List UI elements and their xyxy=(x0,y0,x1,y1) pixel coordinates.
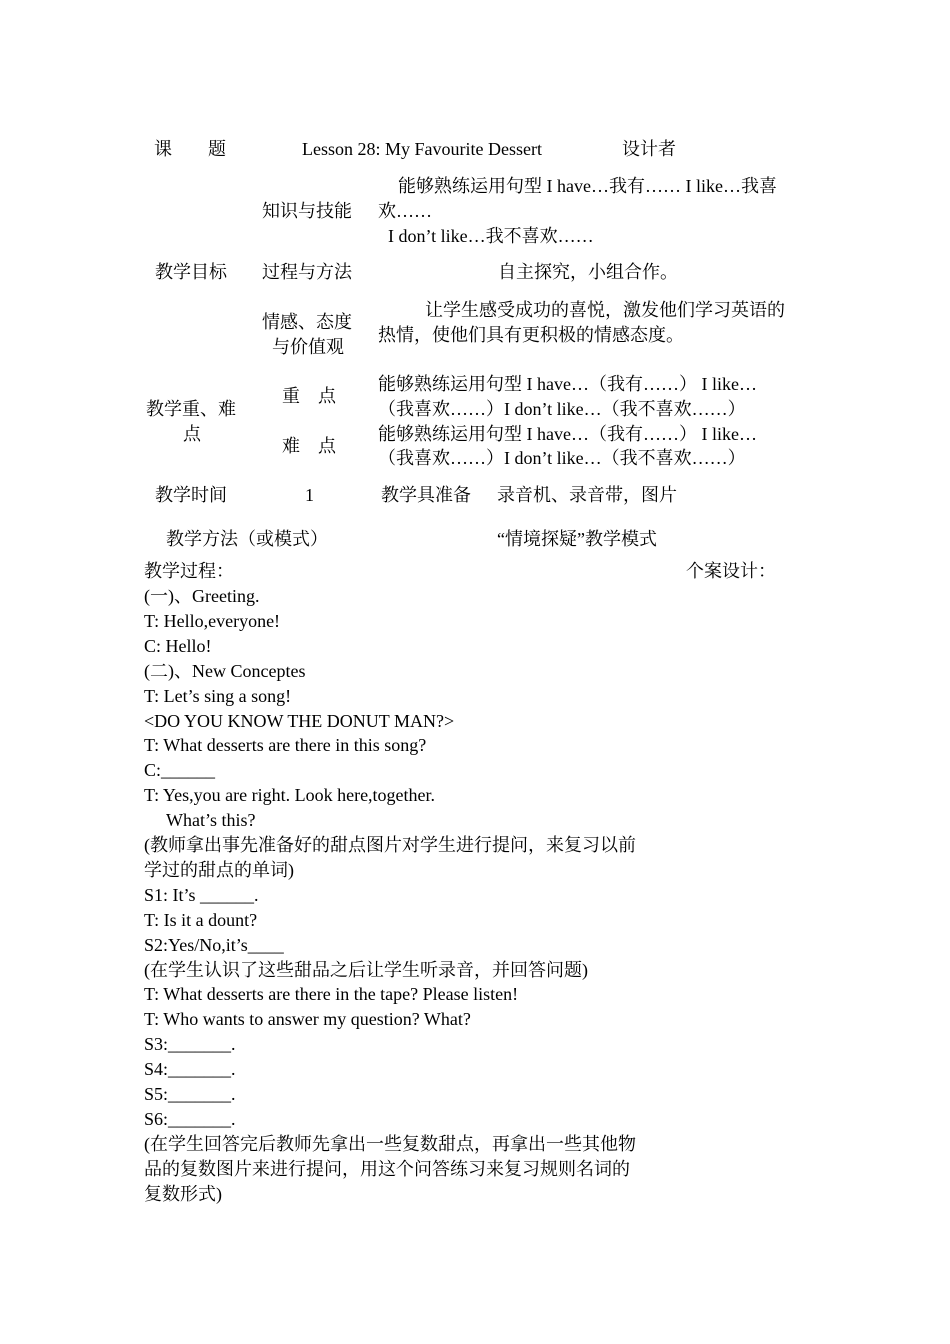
process-line: (在学生认识了这些甜品之后让学生听录音，并回答问题) xyxy=(144,960,588,980)
title-label: 课 题 xyxy=(154,139,226,159)
process-line: S5:_______. xyxy=(144,1084,236,1104)
difficult-label: 难 点 xyxy=(282,436,336,456)
key-points-label-2: 点 xyxy=(183,424,201,444)
process-line: C:______ xyxy=(144,760,216,780)
process-line: What’s this? xyxy=(166,810,256,830)
prep-label: 教学具准备 xyxy=(381,485,471,505)
time-label: 教学时间 xyxy=(155,485,227,505)
difficult-text-2: （我喜欢……）I don’t like…（我不喜欢……） xyxy=(378,448,746,468)
process-line: T: Who wants to answer my question? What? xyxy=(144,1009,471,1029)
process-method-label: 过程与方法 xyxy=(262,262,352,282)
process-line: <DO YOU KNOW THE DONUT MAN?> xyxy=(144,711,455,731)
process-line: T: What desserts are there in this song? xyxy=(144,735,427,755)
key-text-2: （我喜欢……）I don’t like…（我不喜欢……） xyxy=(378,399,746,419)
lesson-title: Lesson 28: My Favourite Dessert xyxy=(302,139,542,159)
process-line: T: Yes,you are right. Look here,together. xyxy=(144,785,436,805)
emotion-text-2: 热情，使他们具有更积极的情感态度。 xyxy=(378,325,684,345)
process-method-text: 自主探究，小组合作。 xyxy=(498,262,678,282)
process-line: S4:_______. xyxy=(144,1059,236,1079)
emotion-text-1: 让学生感受成功的喜悦，激发他们学习英语的 xyxy=(425,300,785,320)
process-line: 品的复数图片来进行提问，用这个问答练习来复习规则名词的 xyxy=(144,1159,630,1179)
process-line: (在学生回答完后教师先拿出一些复数甜点，再拿出一些其他物 xyxy=(144,1134,636,1154)
key-text-1: 能够熟练运用句型 I have…（我有……） I like… xyxy=(378,374,757,394)
process-line: 学过的甜点的单词) xyxy=(144,860,294,880)
emotion-label-2: 与价值观 xyxy=(272,337,344,357)
difficult-text-1: 能够熟练运用句型 I have…（我有……） I like… xyxy=(378,424,757,444)
emotion-label-1: 情感、态度 xyxy=(262,312,352,332)
knowledge-text-2: 欢…… xyxy=(378,201,432,221)
case-design-heading: 个案设计： xyxy=(686,561,776,581)
process-line: (一)、Greeting. xyxy=(144,586,260,606)
time-value: 1 xyxy=(305,485,314,505)
process-line: 复数形式) xyxy=(144,1184,222,1204)
prep-value: 录音机、录音带，图片 xyxy=(497,485,677,505)
knowledge-label: 知识与技能 xyxy=(262,201,352,221)
process-line: T: Let’s sing a song! xyxy=(144,686,292,706)
knowledge-text-3: I don’t like…我不喜欢…… xyxy=(388,226,594,246)
process-line: (教师拿出事先准备好的甜点图片对学生进行提问，来复习以前 xyxy=(144,835,636,855)
process-line: S3:_______. xyxy=(144,1034,236,1054)
process-line: S6:_______. xyxy=(144,1109,236,1129)
method-label: 教学方法（或模式） xyxy=(166,529,328,549)
process-line: (二)、New Conceptes xyxy=(144,661,306,681)
process-line: C: Hello! xyxy=(144,636,212,656)
objectives-label: 教学目标 xyxy=(155,262,227,282)
knowledge-text-1: 能够熟练运用句型 I have…我有…… I like…我喜 xyxy=(398,176,777,196)
process-line: S1: It’s ______. xyxy=(144,885,259,905)
process-line: T: Hello,everyone! xyxy=(144,611,281,631)
process-line: T: What desserts are there in the tape? Please listen! xyxy=(144,984,519,1004)
process-line: S2:Yes/No,it’s____ xyxy=(144,935,284,955)
designer-label: 设计者 xyxy=(622,139,676,159)
process-line: T: Is it a dount? xyxy=(144,910,258,930)
process-heading: 教学过程： xyxy=(144,561,234,581)
method-value: “情境探疑”教学模式 xyxy=(497,529,657,549)
key-points-label-1: 教学重、难 xyxy=(146,399,236,419)
key-label: 重 点 xyxy=(282,386,336,406)
